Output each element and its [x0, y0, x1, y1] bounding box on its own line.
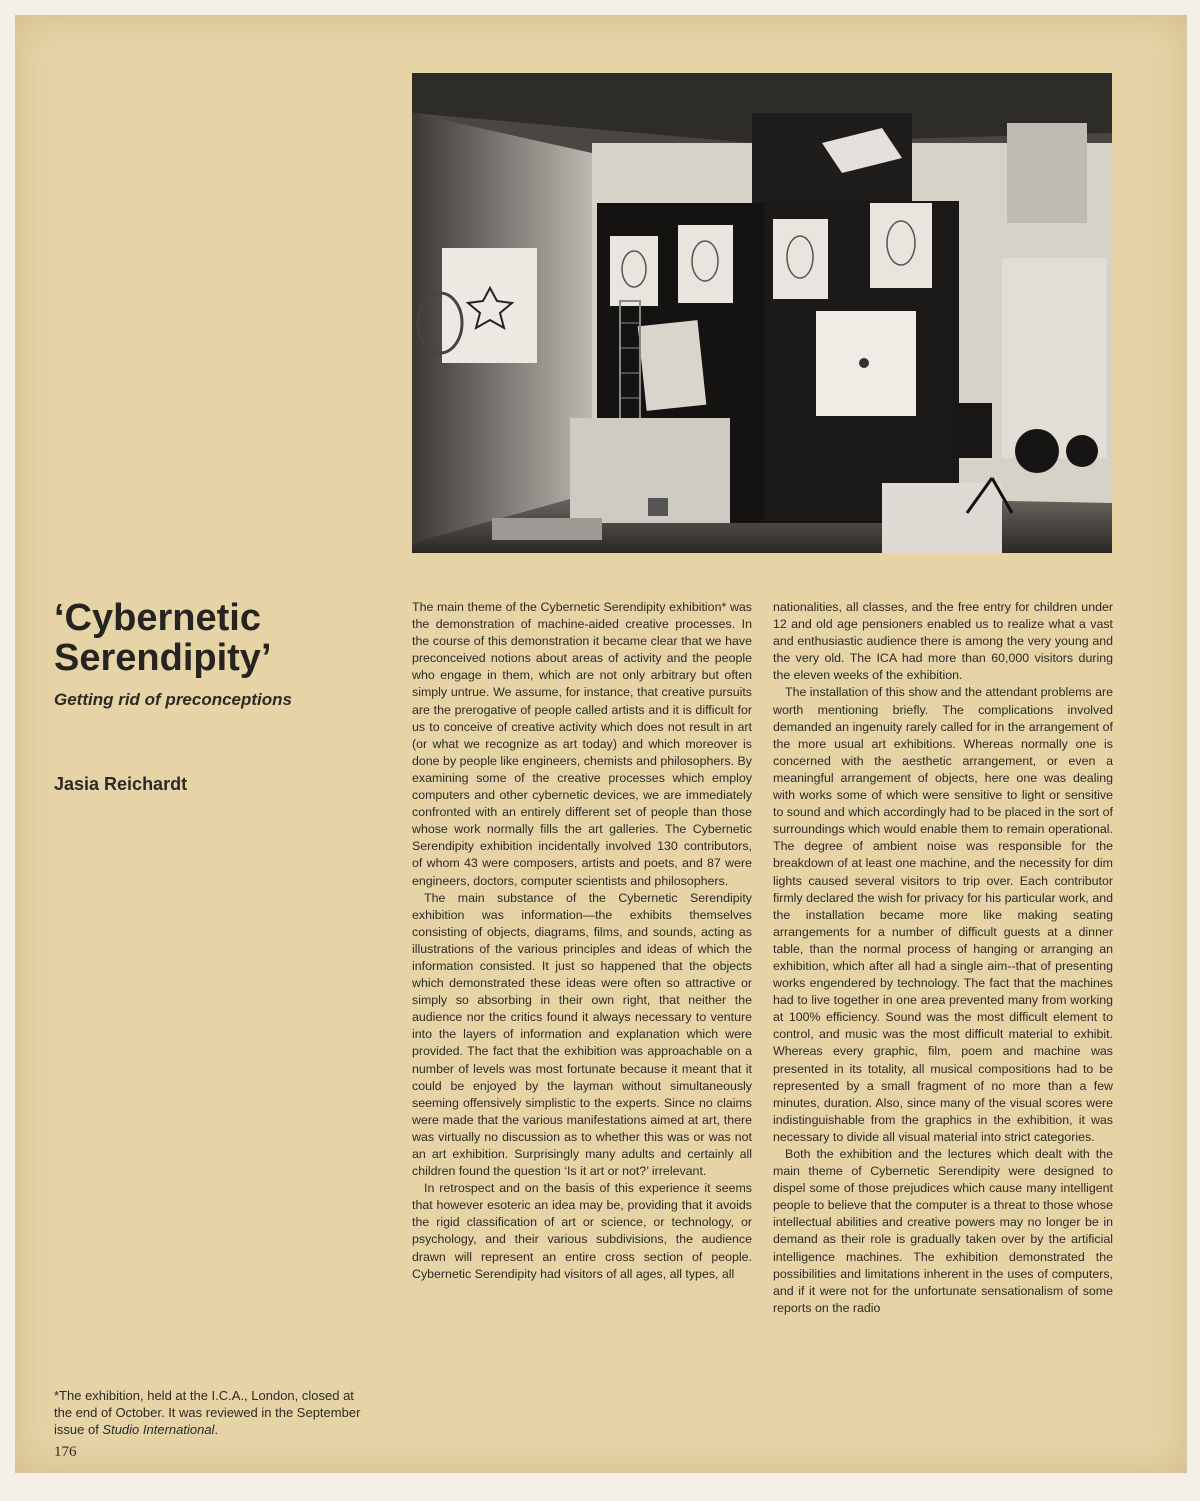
- footnote-publication: Studio International: [102, 1422, 215, 1437]
- exhibition-photograph: [412, 73, 1112, 553]
- body-paragraph: The main substance of the Cybernetic Serendipity exhibition was information—the exhibits themselves consisting of objects, diagrams, films, and sounds, acting as illustrations of the various principles and ideas of which the information consisted. It just so happened that the objects which demonstrated these ideas were often so attractive or simply so absorbing in their own right, that neither the audience nor the critics found it always necessary to venture into the layers of information and explanation which were provided. The fact that the exhibition was approachable on a number of levels was most fortunate because it meant that it could be enjoyed by the layman without simultaneously seeming offensively simplistic to the experts. Since no claims were made that the various manifestations aimed at art, there was virtually no discussion as to whether this was or was not an art exhibition. Surprisingly many adults and certainly all children found the question ‘Is it art or not?’ irrelevant.: [412, 890, 752, 1179]
- body-column-1: [412, 599, 752, 1283]
- article-title-line-1: ‘Cybernetic: [54, 597, 261, 639]
- footnote-text: *The exhibition, held at the I.C.A., London, closed at the end of October. It was reviewed in the September issue of: [54, 1388, 361, 1437]
- body-paragraph: Both the exhibition and the lectures which dealt with the main theme of Cybernetic Serendipity were designed to dispel some of those prejudices which cause many intelligent people to believe that the computer is a threat to those whose intellectual abilities and creative powers may no longer be in demand as their role is gradually taken over by the artificial intelligence machines. The exhibition demonstrated the possibilities and limitations inherent in the uses of computers, and if it were not for the unfortunate sensationalism of some reports on the radio: [773, 1147, 1113, 1315]
- gallery-installation-photo: [412, 73, 1112, 553]
- article-title-line-2: Serendipity’: [54, 637, 272, 679]
- body-paragraph: nationalities, all classes, and the free entry for children under 12 and old age pensioners enabled us to realize what a vast and enthusiastic audience there is among the very young and the very old. The ICA had more than 60,000 visitors during the eleven weeks of the exhibition.: [773, 600, 1113, 683]
- page-number: 176: [54, 1444, 77, 1460]
- magazine-page: [15, 15, 1187, 1473]
- footnote: [54, 1387, 364, 1438]
- body-paragraph: In retrospect and on the basis of this experience it seems that however esoteric an idea may be, providing that it avoids the rigid classification of art or science, or technology, or psychology, and their various subdivisions, the audience drawn will represent an entire cross section of people. Cybernetic Serendipity had visitors of all ages, all types, all: [412, 1181, 752, 1281]
- body-paragraph: The main theme of the Cybernetic Serendipity exhibition* was the demonstration of machine-aided creative processes. In the course of this demonstration it became clear that we have preconceived notions about areas of activity and the people who engage in them, which are not only arbitrary but often simply untrue. We assume, for instance, that creative pursuits are the prerogative of people called artists and it is difficult for us to conceive of creative activity which does not result in art (or what we recognize as art today) and which moreover is done by people like engineers, chemists and philosophers. By examining some of the creative processes which employ computers and other cybernetic devices, we are immediately confronted with an entirely different set of people than those whose work normally fills the art galleries. The Cybernetic Serendipity exhibition incidentally involved 130 contributors, of whom 43 were composers, artists and poets, and 87 were engineers, doctors, computer scientists and philosophers.: [412, 600, 752, 888]
- body-column-2: [773, 599, 1113, 1317]
- article-subtitle: Getting rid of preconceptions: [54, 690, 293, 709]
- article-author: Jasia Reichardt: [54, 774, 188, 794]
- body-paragraph: The installation of this show and the attendant problems are worth mentioning briefly. The complications involved demanded an ingenuity rarely called for in the arrangement of the more usual art exhibitions. Whereas normally one is concerned with the aesthetic arrangement, or even a meaningful arrangement of objects, here one was dealing with works some of which were sensitive to light or sensitive to sound and which accordingly had to be placed in the sort of surroundings which would enable them to remain operational. The degree of ambient noise was responsible for the breakdown of at least one machine, and the necessity for dim lights caused several visitors to trip over. Each contributor firmly declared the wish for privacy for his particular work, and the installation became more like making seating arrangements for a number of difficult guests at a dinner table, than the normal process of hanging or arranging an exhibition, which after all had a single aim--that of presenting works engendered by technology. The fact that the machines had to live together in one area prevented many from working at 100% efficiency. Sound was the most difficult element to control, and music was the most difficult material to exhibit. Whereas every graphic, film, poem and machine was presented in its totality, all musical compositions had to be represented by a small fragment of no more than a few minutes, duration. Also, since many of the visual scores were indistinguishable from the graphics in the exhibition, it was necessary to divide all visual material into strict categories.: [773, 685, 1113, 1144]
- article-title: [54, 598, 374, 678]
- footnote-end: .: [214, 1422, 219, 1437]
